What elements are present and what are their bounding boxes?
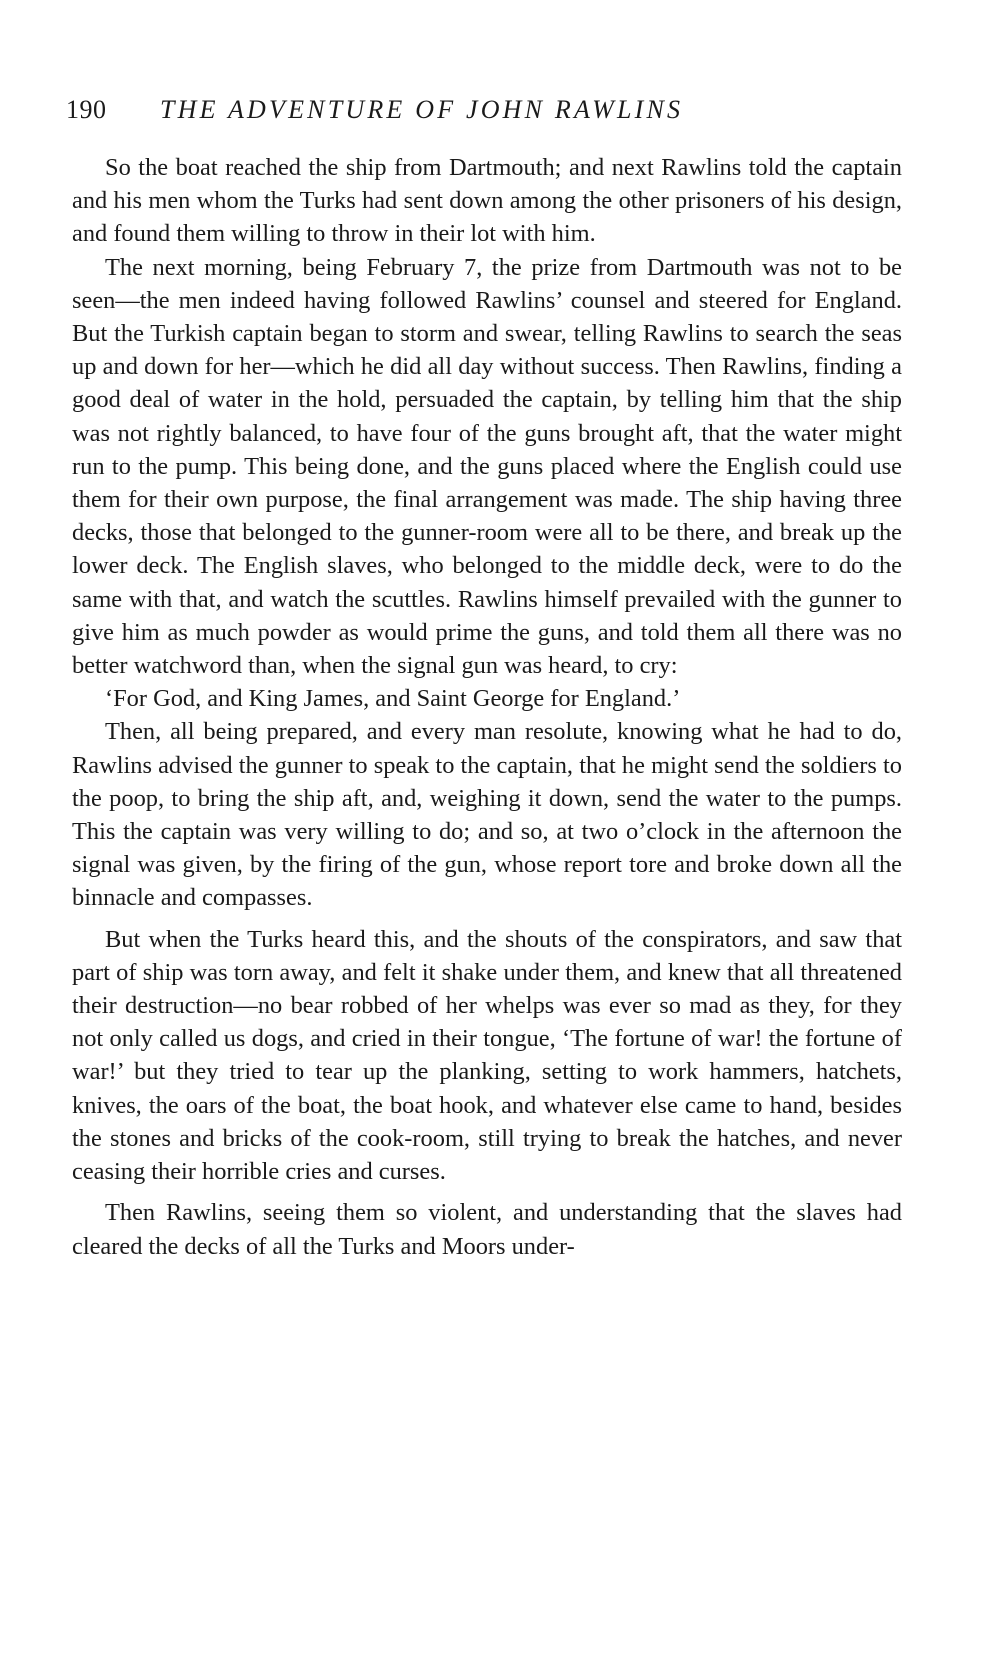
paragraph: Then, all being prepared, and every man resolute, knowing what he had to do, Rawlins advised the gunner to speak to the captain, that he might send the soldiers to the poop, to bring the ship aft, and, weighing it down, send the water to the pumps. This the captain was very willing to do; and so, at two o’clock in the afternoon the signal was given, by the firing of the gun, whose report tore and broke down all the binnacle and compasses. [72,718,902,912]
paragraph: But when the Turks heard this, and the shouts of the conspirators, and saw that part of ship was torn away, and felt it shake under them, and knew that all threatened their destruction—no bear robbed of her whelps was ever so mad as they, for they not only called us dogs, and cried in their tongue, ‘The fortune of war! the fortune of war!’ but they tried to tear up the planking, setting to work hammers, hatchets, knives, the oars of the boat, the boat hook, and whatever else came to hand, besides the stones and bricks of the cook-room, still trying to break the hatches, and never ceasing their horrible cries and curses. [72,925,902,1186]
body-text [72,151,902,1263]
running-title: THE ADVENTURE OF JOHN RAWLINS [160,95,684,124]
running-head [66,92,906,128]
paragraph: The next morning, being February 7, the prize from Dartmouth was not to be seen—the men indeed having followed Rawlins’ counsel and steered for England. But the Turkish captain began to storm and swear, telling Rawlins to search the seas up and down for her—which he did all day without success. Then Rawlins, finding a good deal of water in the hold, persuaded the captain, by telling him that the ship was not rightly balanced, to have four of the guns brought aft, that the water might run to the pump. This being done, and the guns placed where the English could use them for their own purpose, the final arrangement was made. The ship having three decks, those that belonged to the gunner-room were all to be there, and break up the lower deck. The English slaves, who belonged to the middle deck, were to do the same with that, and watch the scuttles. Rawlins himself prevailed with the gunner to give him as much powder as would prime the guns, and told them all there was no better watchword than, when the signal gun was heard, to cry: [72,253,902,680]
paragraph: So the boat reached the ship from Dartmouth; and next Rawlins told the captain and his men whom the Turks had sent down among the other prisoners of his design, and found them willing to throw in their lot with him. [72,154,902,248]
page-number: 190 [66,95,107,124]
paragraph: Then Rawlins, seeing them so violent, and understanding that the slaves had cleared the decks of all the Turks and Moors under- [72,1199,902,1260]
watchword-line: ‘For God, and King James, and Saint George for England.’ [105,685,681,713]
